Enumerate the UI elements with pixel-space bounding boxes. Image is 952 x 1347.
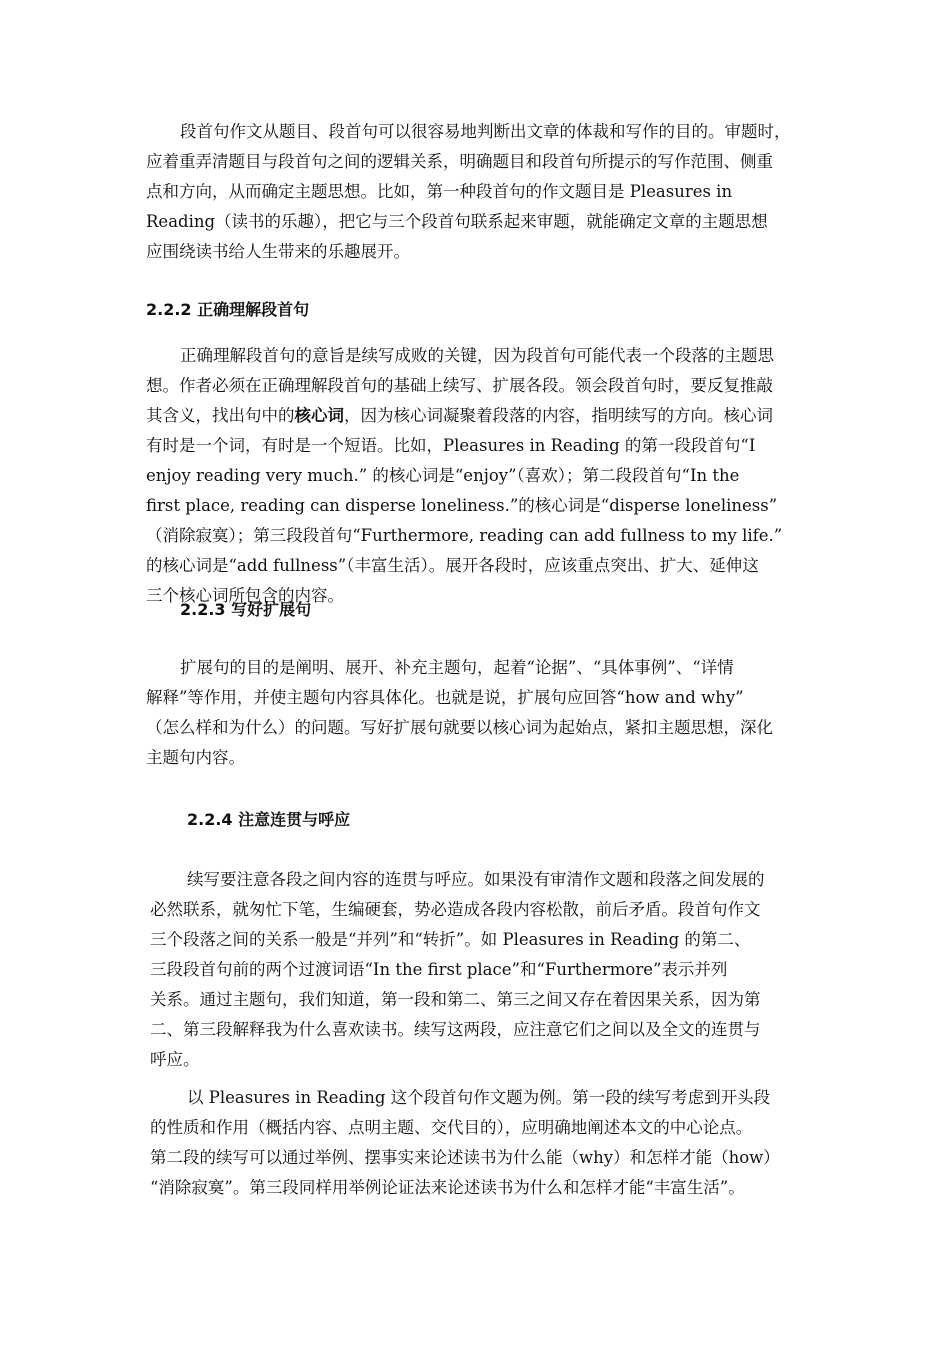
text-line: 的核心词是“add fullness”（丰富生活）。展开各段时，应该重点突出、扩大、延伸这 (146, 556, 759, 575)
paragraph-coherence (150, 865, 765, 1075)
text-line: 正确理解段首句的意旨是续写成败的关键，因为段首句可能代表一个段落的主题思 (180, 346, 774, 365)
text-line: 主题句内容。 (146, 748, 245, 767)
text-line: 三个核心词所包含的内容。 (146, 586, 344, 605)
text-line: 呼应。 (150, 1050, 200, 1069)
text-line: enjoy reading very much.” 的核心词是“enjoy”（喜欢）；第二段段首句“In the (146, 466, 740, 485)
text-line: 续写要注意各段之间内容的连贯与呼应。如果没有审清作文题和段落之间发展的 (187, 870, 765, 889)
text-line: 以 Pleasures in Reading 这个段首句作文题为例。第一段的续写考虑到开头段 (187, 1088, 771, 1107)
text-line: 第二段的续写可以通过举例、摆事实来论述读书为什么能（why）和怎样才能（how） (150, 1148, 780, 1167)
text-fragment: 其含义，找出句中的 (146, 406, 295, 425)
core-word-bold: 核心词 (294, 406, 344, 425)
text-fragment: ，因为核心词凝聚着段落的内容，指明续写的方向。核心词 (344, 406, 773, 425)
paragraph-intro (146, 117, 791, 267)
text-line: 应着重弄清题目与段首句之间的逻辑关系，明确题目和段首句所提示的写作范围、侧重 (146, 152, 773, 171)
text-line: Reading（读书的乐趣），把它与三个段首句联系起来审题，就能确定文章的主题思想 (146, 212, 768, 231)
text-line: 二、第三段解释我为什么喜欢读书。续写这两段，应注意它们之间以及全文的连贯与 (150, 1020, 761, 1039)
text-line: （怎么样和为什么）的问题。写好扩展句就要以核心词为起始点，紧扣主题思想，深化 (146, 718, 773, 737)
text-line: 的性质和作用（概括内容、点明主题、交代目的），应明确地阐述本文的中心论点。 (150, 1118, 753, 1137)
text-line: 应围绕读书给人生带来的乐趣展开。 (146, 242, 410, 261)
text-line: 必然联系，就匆忙下笔，生编硬套，势必造成各段内容松散，前后矛盾。段首句作文 (150, 900, 761, 919)
paragraph-understanding (146, 341, 782, 611)
paragraph-example (150, 1083, 780, 1203)
paragraph-expansion (146, 653, 773, 773)
text-line: 三段段首句前的两个过渡词语“In the first place”和“Furthermore”表示并列 (150, 960, 728, 979)
text-line: 三个段落之间的关系一般是“并列”和“转折”。如 Pleasures in Reading 的第二、 (150, 930, 751, 949)
text-line: 扩展句的目的是阐明、展开、补充主题句，起着“论据”、“具体事例”、“详情 (180, 658, 734, 677)
text-line: 有时是一个词，有时是一个短语。比如，Pleasures in Reading 的第一段段首句“I (146, 436, 756, 455)
section-heading-2-2-4: 2.2.4 注意连贯与呼应 (187, 810, 351, 829)
text-line: 解释”等作用，并使主题句内容具体化。也就是说，扩展句应回答“how and why” (146, 688, 744, 707)
text-line (146, 401, 782, 431)
section-heading-2-2-2: 2.2.2 正确理解段首句 (146, 300, 310, 319)
section-heading-2-2-3: 2.2.3 写好扩展句 (180, 600, 312, 619)
text-line: 想。作者必须在正确理解段首句的基础上续写、扩展各段。领会段首句时，要反复推敲 (146, 376, 773, 395)
text-line: （消除寂寞）；第三段段首句“Furthermore, reading can add fullness to my life.” (146, 526, 783, 545)
text-line: “消除寂寞”。第三段同样用举例论证法来论述读书为什么和怎样才能“丰富生活”。 (150, 1178, 745, 1197)
text-line: 点和方向，从而确定主题思想。比如，第一种段首句的作文题目是 Pleasures in (146, 182, 733, 201)
text-line: first place, reading can disperse loneliness.”的核心词是“disperse loneliness” (146, 496, 778, 515)
text-line: 关系。通过主题句，我们知道，第一段和第二、第三之间又存在着因果关系，因为第 (150, 990, 761, 1009)
text-line: 段首句作文从题目、段首句可以很容易地判断出文章的体裁和写作的目的。审题时， (180, 122, 791, 141)
